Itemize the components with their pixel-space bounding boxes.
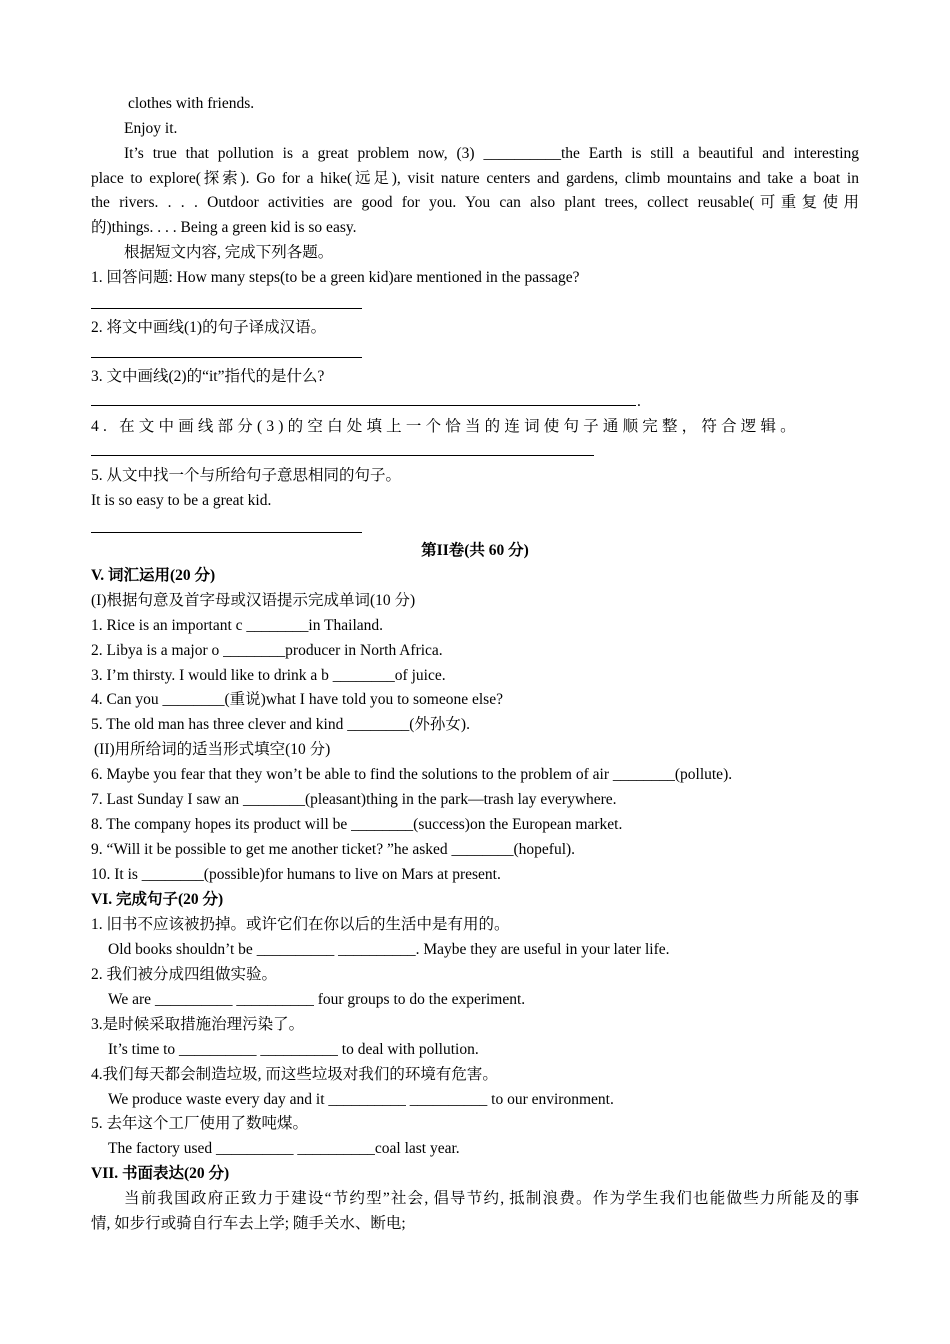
vocab-item: 1. Rice is an important c ________in Thailand. xyxy=(91,617,384,634)
answer-line-4[interactable] xyxy=(91,455,594,456)
passage-paragraph-line: 的)things. . . . Being a green kid is so easy. xyxy=(91,219,357,236)
vocab-item: 4. Can you ________(重说)what I have told you to someone else? xyxy=(91,691,503,708)
sentence-item-cn: 5. 去年这个工厂使用了数吨煤。 xyxy=(91,1115,309,1132)
word-form-item: 7. Last Sunday I saw an ________(pleasant)thing in the park—trash lay everywhere. xyxy=(91,791,617,808)
answer-line-1[interactable] xyxy=(91,308,362,309)
answer-line-3-period: . xyxy=(637,393,641,410)
answer-line-2[interactable] xyxy=(91,357,362,358)
passage-instruction: 根据短文内容, 完成下列各题。 xyxy=(124,244,334,261)
passage-line: Enjoy it. xyxy=(124,120,178,137)
vocab-item: 5. The old man has three clever and kind ________(外孙女). xyxy=(91,716,470,733)
question-2: 2. 将文中画线(1)的句子译成汉语。 xyxy=(91,319,327,336)
word-form-item: 6. Maybe you fear that they won’t be able to find the solutions to the problem of air ________(pollute). xyxy=(91,766,733,783)
passage-line: clothes with friends. xyxy=(128,95,255,112)
word-form-item: 10. It is ________(possible)for humans to live on Mars at present. xyxy=(91,866,501,883)
sentence-item-en: It’s time to __________ __________ to deal with pollution. xyxy=(108,1041,479,1058)
question-1: 1. 回答问题: How many steps(to be a green kid)are mentioned in the passage? xyxy=(91,269,580,286)
answer-line-3[interactable] xyxy=(91,405,636,406)
word-form-item: 9. “Will it be possible to get me another ticket? ”he asked ________(hopeful). xyxy=(91,841,576,858)
question-5-sentence: It is so easy to be a great kid. xyxy=(91,492,272,509)
section-vii-title: VII. 书面表达(20 分) xyxy=(91,1165,230,1182)
section-v-subtitle-1: (I)根据句意及首字母或汉语提示完成单词(10 分) xyxy=(91,592,416,609)
section-v-title: V. 词汇运用(20 分) xyxy=(91,567,216,584)
passage-paragraph-line: It’s true that pollution is a great problem now, (3) __________the Earth is still a beautiful and interesting xyxy=(124,145,859,162)
question-4: 4. 在文中画线部分(3)的空白处填上一个恰当的连词使句子通顺完整，符合逻辑。 xyxy=(91,418,800,435)
sentence-item-cn: 1. 旧书不应该被扔掉。或许它们在你以后的生活中是有用的。 xyxy=(91,916,510,933)
question-5: 5. 从文中找一个与所给句子意思相同的句子。 xyxy=(91,467,402,484)
writing-prompt-line: 情, 如步行或骑自行车去上学; 随手关水、断电; xyxy=(91,1215,406,1232)
word-form-item: 8. The company hopes its product will be ________(success)on the European market. xyxy=(91,816,623,833)
part-2-title: 第II卷(共 60 分) xyxy=(421,542,529,559)
question-3: 3. 文中画线(2)的“it”指代的是什么? xyxy=(91,368,325,385)
sentence-item-cn: 4.我们每天都会制造垃圾, 而这些垃圾对我们的环境有危害。 xyxy=(91,1066,498,1083)
sentence-item-en: Old books shouldn’t be __________ __________. Maybe they are useful in your later life. xyxy=(108,941,670,958)
answer-line-5[interactable] xyxy=(91,532,362,533)
vocab-item: 3. I’m thirsty. I would like to drink a b ________of juice. xyxy=(91,667,446,684)
sentence-item-en: The factory used __________ __________coal last year. xyxy=(108,1140,460,1157)
sentence-item-en: We are __________ __________ four groups to do the experiment. xyxy=(108,991,526,1008)
sentence-item-cn: 3.是时候采取措施治理污染了。 xyxy=(91,1016,305,1033)
section-v-subtitle-2: (II)用所给词的适当形式填空(10 分) xyxy=(94,741,331,758)
vocab-item: 2. Libya is a major o ________producer in North Africa. xyxy=(91,642,443,659)
passage-paragraph-line: place to explore(探索). Go for a hike(远足), visit nature centers and gardens, climb mountains and take a boat in xyxy=(91,170,859,187)
sentence-item-cn: 2. 我们被分成四组做实验。 xyxy=(91,966,278,983)
section-vi-title: VI. 完成句子(20 分) xyxy=(91,891,224,908)
passage-paragraph-line: the rivers. . . . Outdoor activities are good for you. You can also plant trees, collect reusable(可重复使用 xyxy=(91,194,859,211)
sentence-item-en: We produce waste every day and it __________ __________ to our environment. xyxy=(108,1091,614,1108)
writing-prompt-line: 当前我国政府正致力于建设“节约型”社会, 倡导节约, 抵制浪费。作为学生我们也能做些力所能及的事 xyxy=(124,1190,859,1207)
